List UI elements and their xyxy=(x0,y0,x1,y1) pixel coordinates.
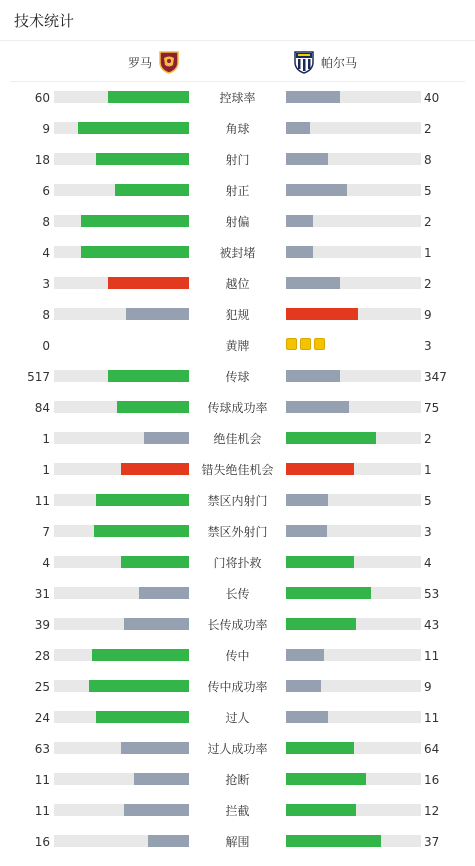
stat-row xyxy=(0,463,475,494)
away-stat-bar-fill xyxy=(286,463,354,475)
away-stat-bar-fill xyxy=(286,835,381,847)
away-stat-bar xyxy=(286,91,421,103)
home-stat-value: 24 xyxy=(34,711,50,725)
away-stat-value: 2 xyxy=(424,432,432,446)
stat-label: 射偏 xyxy=(225,215,250,229)
away-stat-bar xyxy=(286,215,421,227)
home-stat-bar-fill xyxy=(94,525,189,537)
home-stat-bar xyxy=(54,215,189,227)
home-stat-bar xyxy=(54,246,189,258)
home-stat-bar-fill xyxy=(144,432,189,444)
away-stat-value: 2 xyxy=(424,215,432,229)
roma-crest-icon xyxy=(158,50,180,74)
away-stat-value: 8 xyxy=(424,153,432,167)
stat-row xyxy=(0,370,475,401)
away-stat-value: 347 xyxy=(424,370,447,384)
away-stat-bar-fill xyxy=(286,401,349,413)
home-stat-bar-fill xyxy=(139,587,189,599)
away-stat-bar-fill xyxy=(286,525,327,537)
home-stat-bar xyxy=(54,556,189,568)
stat-row xyxy=(0,91,475,122)
away-stat-bar xyxy=(286,556,421,568)
home-stat-value: 11 xyxy=(34,773,50,787)
home-stat-bar xyxy=(54,711,189,723)
home-stat-bar xyxy=(54,463,189,475)
away-stat-value: 43 xyxy=(424,618,440,632)
away-stat-bar xyxy=(286,432,421,444)
stat-label: 解围 xyxy=(225,835,250,849)
home-stat-bar xyxy=(54,742,189,754)
away-stat-bar-fill xyxy=(286,432,376,444)
home-stat-bar-fill xyxy=(96,153,189,165)
stat-label: 越位 xyxy=(225,277,250,291)
home-stat-value: 8 xyxy=(42,308,50,322)
home-stat-value: 4 xyxy=(42,246,50,260)
away-stat-value: 2 xyxy=(424,122,432,136)
away-stat-bar xyxy=(286,370,421,382)
stat-label: 控球率 xyxy=(219,91,256,105)
home-stat-bar-fill xyxy=(78,122,189,134)
stat-label: 角球 xyxy=(225,122,250,136)
stat-label: 过人成功率 xyxy=(207,742,268,756)
home-stat-value: 11 xyxy=(34,804,50,818)
home-stat-bar xyxy=(54,618,189,630)
away-stat-bar xyxy=(286,463,421,475)
home-stat-value: 0 xyxy=(42,339,50,353)
home-stat-value: 31 xyxy=(34,587,50,601)
stat-row xyxy=(0,122,475,153)
stat-row xyxy=(0,804,475,835)
away-stat-bar-fill xyxy=(286,153,328,165)
stat-label: 传球 xyxy=(225,370,250,384)
home-stat-bar xyxy=(54,587,189,599)
stat-row xyxy=(0,618,475,649)
home-stat-bar xyxy=(54,277,189,289)
away-stat-bar xyxy=(286,122,421,134)
away-stat-bar xyxy=(286,742,421,754)
home-stat-value: 60 xyxy=(34,91,50,105)
away-stat-bar-fill xyxy=(286,91,340,103)
away-stat-value: 1 xyxy=(424,246,432,260)
yellow-card-icon xyxy=(300,338,311,350)
home-stat-value: 6 xyxy=(42,184,50,198)
away-stat-bar-fill xyxy=(286,215,313,227)
stat-row xyxy=(0,556,475,587)
home-stat-bar-fill xyxy=(121,556,189,568)
panel-header xyxy=(0,0,475,41)
away-stat-value: 1 xyxy=(424,463,432,477)
stat-row xyxy=(0,742,475,773)
stat-row xyxy=(0,277,475,308)
away-stat-bar-fill xyxy=(286,277,340,289)
home-stat-bar xyxy=(54,804,189,816)
stat-row xyxy=(0,153,475,184)
stat-label: 被封堵 xyxy=(219,246,256,260)
stat-label: 犯规 xyxy=(225,308,250,322)
yellow-card-icon xyxy=(314,338,325,350)
home-stat-bar xyxy=(54,835,189,847)
away-stat-bar xyxy=(286,308,421,320)
stat-label: 绝佳机会 xyxy=(213,432,262,446)
stat-label: 传球成功率 xyxy=(207,401,268,415)
home-stat-bar-fill xyxy=(148,835,189,847)
away-stat-bar-fill xyxy=(286,370,340,382)
stat-label: 错失绝佳机会 xyxy=(201,463,274,477)
stat-row xyxy=(0,215,475,246)
home-stat-bar-fill xyxy=(134,773,189,785)
page-title: 技术统计 xyxy=(14,12,75,30)
home-stat-value: 3 xyxy=(42,277,50,291)
away-stat-bar-fill xyxy=(286,494,328,506)
teams-header xyxy=(10,41,465,82)
home-stat-value: 7 xyxy=(42,525,50,539)
away-stat-value: 9 xyxy=(424,680,432,694)
home-stat-value: 63 xyxy=(34,742,50,756)
away-stat-bar xyxy=(286,494,421,506)
home-stat-bar xyxy=(54,649,189,661)
home-stat-bar xyxy=(54,370,189,382)
stat-label: 长传成功率 xyxy=(207,618,268,632)
yellow-card-icon xyxy=(286,338,297,350)
away-stat-bar-fill xyxy=(286,184,347,196)
stat-label: 射正 xyxy=(225,184,250,198)
away-stat-value: 3 xyxy=(424,339,432,353)
stat-row xyxy=(0,339,475,370)
away-stat-bar-fill xyxy=(286,773,366,785)
home-stat-bar-fill xyxy=(115,184,189,196)
away-stat-bar-fill xyxy=(286,122,310,134)
away-stat-value: 2 xyxy=(424,277,432,291)
stat-label: 抢断 xyxy=(225,773,250,787)
stat-row xyxy=(0,680,475,711)
stat-label: 拦截 xyxy=(225,804,250,818)
home-stat-value: 25 xyxy=(34,680,50,694)
home-stat-bar xyxy=(54,122,189,134)
away-stat-bar xyxy=(286,184,421,196)
stat-label: 门将扑救 xyxy=(213,556,262,570)
away-stat-bar-fill xyxy=(286,804,356,816)
home-stat-bar xyxy=(54,401,189,413)
home-stat-bar-fill xyxy=(96,494,189,506)
away-stat-bar-fill xyxy=(286,742,354,754)
away-team[interactable] xyxy=(293,50,357,74)
home-stat-bar-fill xyxy=(81,246,189,258)
away-stat-bar xyxy=(286,773,421,785)
away-stat-bar xyxy=(286,680,421,692)
away-stat-value: 4 xyxy=(424,556,432,570)
away-stat-bar xyxy=(286,649,421,661)
away-stat-value: 53 xyxy=(424,587,440,601)
away-stat-bar-fill xyxy=(286,649,324,661)
away-stat-bar-fill xyxy=(286,308,358,320)
stat-row xyxy=(0,711,475,742)
stat-label: 黄牌 xyxy=(225,339,250,353)
home-stat-bar-fill xyxy=(126,308,189,320)
home-stat-bar-fill xyxy=(121,463,189,475)
home-stat-bar-fill xyxy=(96,711,189,723)
away-stat-value: 3 xyxy=(424,525,432,539)
away-stat-bar xyxy=(286,835,421,847)
stat-row xyxy=(0,525,475,556)
home-stat-bar xyxy=(54,432,189,444)
away-stat-value: 37 xyxy=(424,835,440,849)
stat-row xyxy=(0,184,475,215)
home-stat-value: 9 xyxy=(42,122,50,136)
home-stat-value: 517 xyxy=(27,370,50,384)
stat-row xyxy=(0,432,475,463)
home-stat-bar xyxy=(54,308,189,320)
stat-row xyxy=(0,835,475,866)
away-stat-value: 75 xyxy=(424,401,440,415)
away-stat-bar xyxy=(286,525,421,537)
home-stat-bar-fill xyxy=(108,370,189,382)
home-stat-bar xyxy=(54,680,189,692)
away-yellow-cards xyxy=(286,338,325,350)
away-stat-value: 5 xyxy=(424,494,432,508)
away-stat-value: 5 xyxy=(424,184,432,198)
away-stat-value: 40 xyxy=(424,91,440,105)
home-stat-bar xyxy=(54,494,189,506)
home-stat-value: 8 xyxy=(42,215,50,229)
home-team[interactable] xyxy=(128,50,180,74)
home-stat-bar-fill xyxy=(108,91,189,103)
stat-label: 传中 xyxy=(225,649,250,663)
away-stat-value: 64 xyxy=(424,742,440,756)
home-stat-value: 28 xyxy=(34,649,50,663)
away-stat-bar xyxy=(286,587,421,599)
away-stat-bar xyxy=(286,153,421,165)
home-stat-value: 4 xyxy=(42,556,50,570)
home-stat-value: 1 xyxy=(42,463,50,477)
stat-row xyxy=(0,246,475,277)
home-stat-bar-fill xyxy=(92,649,189,661)
away-stat-bar-fill xyxy=(286,587,371,599)
away-stat-bar xyxy=(286,401,421,413)
away-stat-bar xyxy=(286,246,421,258)
home-stat-value: 84 xyxy=(34,401,50,415)
home-stat-bar-fill xyxy=(121,742,189,754)
away-stat-value: 12 xyxy=(424,804,440,818)
away-stat-bar xyxy=(286,277,421,289)
home-stat-bar xyxy=(54,153,189,165)
home-stat-bar xyxy=(54,184,189,196)
home-stat-value: 16 xyxy=(34,835,50,849)
home-stat-bar-fill xyxy=(81,215,189,227)
parma-crest-icon xyxy=(293,50,315,74)
stat-row xyxy=(0,494,475,525)
stat-row xyxy=(0,649,475,680)
away-stat-bar-fill xyxy=(286,556,354,568)
stat-row xyxy=(0,773,475,804)
away-team-name: 帕尔马 xyxy=(321,55,358,70)
home-stat-bar-fill xyxy=(117,401,189,413)
away-stat-bar xyxy=(286,618,421,630)
stat-label: 过人 xyxy=(225,711,250,725)
away-stat-value: 11 xyxy=(424,711,440,725)
away-stat-value: 9 xyxy=(424,308,432,322)
home-stat-bar-fill xyxy=(124,804,189,816)
stat-label: 长传 xyxy=(225,587,250,601)
home-stat-bar-fill xyxy=(124,618,189,630)
away-stat-bar xyxy=(286,804,421,816)
stat-label: 禁区外射门 xyxy=(207,525,268,539)
home-stat-bar xyxy=(54,91,189,103)
home-stat-value: 18 xyxy=(34,153,50,167)
home-stat-value: 39 xyxy=(34,618,50,632)
away-stat-bar-fill xyxy=(286,618,356,630)
away-stat-value: 11 xyxy=(424,649,440,663)
home-stat-bar-fill xyxy=(108,277,189,289)
away-stat-bar-fill xyxy=(286,711,328,723)
stat-label: 传中成功率 xyxy=(207,680,268,694)
away-stat-bar-fill xyxy=(286,246,313,258)
stat-row xyxy=(0,587,475,618)
home-stat-bar-fill xyxy=(89,680,189,692)
home-stat-value: 11 xyxy=(34,494,50,508)
home-stat-bar xyxy=(54,525,189,537)
stat-label: 射门 xyxy=(225,153,250,167)
stat-row xyxy=(0,308,475,339)
home-team-name: 罗马 xyxy=(127,55,152,70)
away-stat-bar-fill xyxy=(286,680,321,692)
stat-row xyxy=(0,401,475,432)
away-stat-bar xyxy=(286,711,421,723)
stat-label: 禁区内射门 xyxy=(207,494,268,508)
home-stat-value: 1 xyxy=(42,432,50,446)
away-stat-value: 16 xyxy=(424,773,440,787)
home-stat-bar xyxy=(54,773,189,785)
